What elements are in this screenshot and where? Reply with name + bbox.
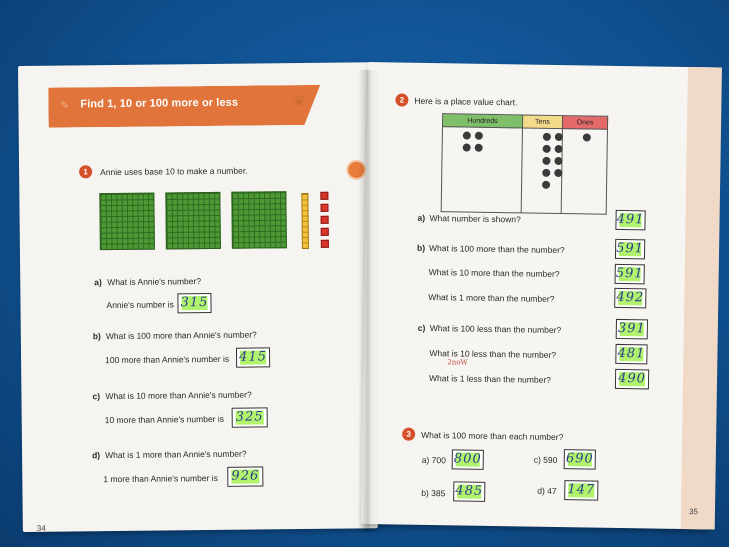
page-number-right: 35 [688,507,698,517]
counter-dot [463,143,471,151]
handwritten-answer: 926 [231,468,260,484]
handwritten-answer: 591 [615,265,644,282]
counter-dot [542,157,550,165]
unit-cube [321,216,329,224]
counter-dot [463,131,471,139]
header-hundreds: Hundreds [442,114,522,128]
q2-prompt: Here is a place value chart. [414,95,518,108]
q1-prompt: Annie uses base 10 to make a number. [100,165,248,178]
pencil-icon: ✎ [60,100,69,112]
handwritten-answer: 325 [235,409,264,425]
handwritten-answer: 391 [617,320,646,337]
place-value-chart [441,113,609,215]
q3c-label: c) 590 [533,454,558,466]
unit-cube [320,204,328,212]
q2c-label: c) [417,322,426,333]
q3d-label: d) 47 [537,485,557,497]
question-number-1: 1 [79,165,92,178]
unit-cube [320,192,328,200]
handwritten-answer: 481 [617,345,646,362]
answer-box[interactable] [227,466,263,486]
answer-box[interactable] [615,210,645,230]
counter-dot [475,132,483,140]
handwritten-answer: 315 [180,295,209,311]
answer-box[interactable] [615,369,649,390]
q2c-question: What is 100 less than the number? [429,323,562,336]
page-number-left: 34 [36,523,46,533]
hundred-block [99,193,155,251]
left-page [18,62,378,532]
header-ones: Ones [562,116,607,130]
q2c2-question: What is 10 less than the number? [429,348,557,360]
answer-box[interactable] [564,449,596,470]
answer-box[interactable] [615,264,645,284]
q2b-question: What is 100 more than the number? [429,242,565,256]
q1b-statement: 100 more than Annie's number is [105,353,230,366]
answer-box[interactable] [232,407,268,427]
answer-box[interactable] [453,481,485,502]
handwritten-answer: 415 [239,349,268,365]
counter-dot [475,144,483,152]
q2c3-question: What is 1 less than the number? [428,372,552,385]
q1a-question: What is Annie's number? [107,276,202,288]
counter-dot [583,133,591,141]
handwritten-answer: 485 [455,483,484,499]
counter-dot [542,181,550,189]
q1b-question: What is 100 more than Annie's number? [105,329,257,342]
workbook [18,62,718,532]
q1c-question: What is 10 more than Annie's number? [105,389,252,402]
counter-dot [542,145,550,153]
answer-box[interactable] [177,293,211,313]
q3-prompt: What is 100 more than each number? [421,429,564,443]
answer-box[interactable] [615,344,647,365]
q1b-label: b) [92,331,101,342]
hundred-block [165,192,221,250]
q1c-statement: 10 more than Annie's number is [104,413,225,426]
q2b2-question: What is 10 more than the number? [428,266,560,280]
unit-cube [321,240,329,248]
q1a-label: a) [94,277,102,288]
q2b-label: b) [417,242,426,253]
answer-box[interactable] [615,239,645,259]
leaf-icon: ❦ [293,92,306,110]
q1d-statement: 1 more than Annie's number is [103,472,218,485]
answer-box[interactable] [452,449,484,470]
tens-column [521,128,562,214]
handwritten-answer: 800 [453,451,482,467]
q1c-label: c) [92,391,101,402]
counter-dot [543,133,551,141]
question-number-2: 2 [395,93,408,106]
q1d-label: d) [92,450,101,461]
handwritten-answer: 491 [616,211,645,228]
question-number-3: 3 [402,428,415,441]
hundred-block [231,191,287,249]
handwritten-answer: 690 [565,451,594,467]
book-spine [358,70,380,532]
right-page [361,62,716,529]
handwritten-answer: 490 [618,370,647,387]
handwritten-answer: 591 [616,240,645,257]
handwritten-note: 2noW [447,358,468,367]
answer-box[interactable] [616,319,648,340]
counter-dot [542,169,550,177]
handwritten-answer: 147 [567,482,596,498]
margin-strip [681,67,722,529]
answer-box[interactable] [614,288,646,309]
q2a-question: What number is shown? [429,212,521,225]
q1a-statement: Annie's number is [106,299,174,311]
q3b-label: b) 385 [421,487,446,499]
q1d-question: What is 1 more than Annie's number? [105,448,247,461]
q2b3-question: What is 1 more than the number? [428,291,555,304]
hundreds-column [441,127,522,213]
answer-box[interactable] [564,480,598,501]
page-title: Find 1, 10 or 100 more or less [80,96,239,111]
ten-rod [301,193,309,249]
ones-column [561,129,607,215]
q2a-label: a) [417,212,426,223]
unit-cube [321,228,329,236]
handwritten-answer: 492 [616,289,645,306]
answer-box[interactable] [236,347,270,367]
q3a-label: a) 700 [421,454,446,466]
header-tens: Tens [522,115,562,129]
